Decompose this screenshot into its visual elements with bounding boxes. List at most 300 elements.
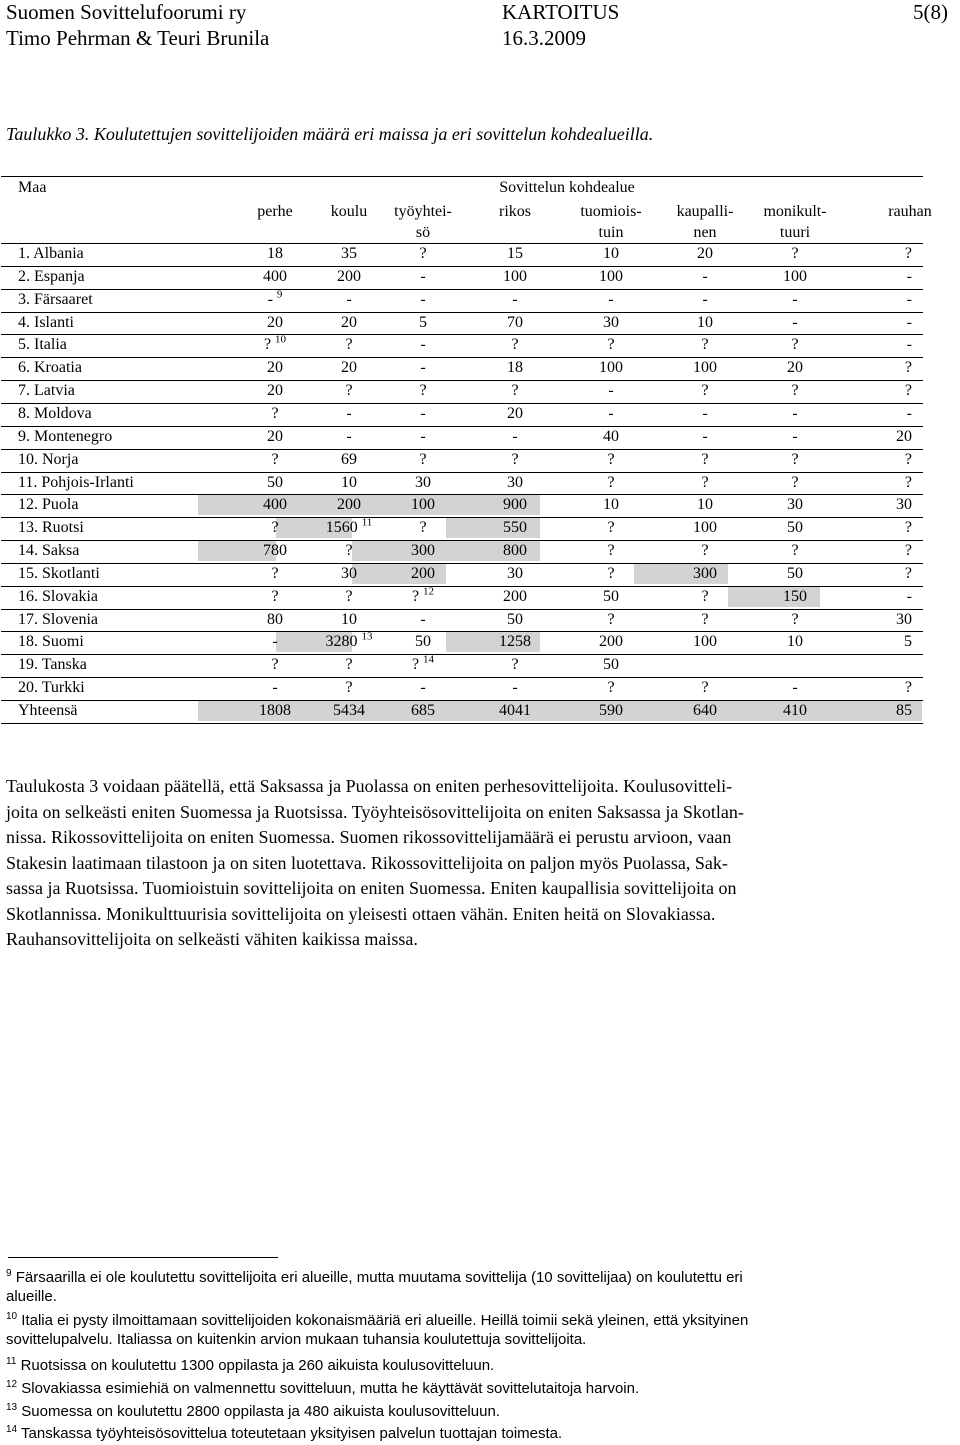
cell-value: 400	[263, 496, 287, 514]
table-cell	[419, 450, 426, 470]
table-cell	[792, 404, 797, 424]
table-cell	[608, 381, 613, 401]
footnote-text: Italia ei pysty ilmoittamaan sovittelijoiden kokonaismääriä eri alueille. Heillä toimii sekä yleinen, että yksityinen	[21, 1312, 749, 1329]
table-cell	[511, 381, 518, 401]
cell-value: ?	[271, 564, 279, 582]
table-cell	[420, 290, 425, 310]
country-name: 7. Latvia	[18, 382, 75, 400]
column-header-line2: tuin	[598, 224, 624, 241]
table-cell	[693, 632, 717, 652]
cell-value: 18	[507, 359, 523, 377]
table-cell	[341, 564, 357, 584]
paragraph-line: sassa ja Ruotsissa. Tuomioistuin sovittelijoita on eniten Suomessa. Eniten kaupallisia sovittelijoita on	[6, 878, 737, 898]
sovittelijat-table	[0, 176, 960, 736]
table-cell	[263, 267, 287, 287]
country-name: 8. Moldova	[18, 404, 92, 422]
cell-value: 30	[896, 610, 912, 628]
table-cell	[701, 473, 708, 493]
table-cell	[701, 587, 708, 607]
country-name: 5. Italia	[18, 336, 67, 354]
country-name: 1. Albania	[18, 245, 84, 262]
table-cell	[693, 564, 717, 584]
row-border	[1, 243, 923, 244]
country-name: 15. Skotlanti	[18, 564, 100, 582]
table-cell	[419, 381, 426, 401]
column-header-5	[677, 201, 734, 243]
table-cell	[787, 495, 803, 515]
footnote-12	[6, 1379, 946, 1398]
table-cell	[267, 381, 283, 401]
cell-value: ?	[607, 473, 615, 491]
footnote-number: 12	[6, 1379, 18, 1390]
country-name: 10. Norja	[18, 450, 79, 468]
table-cell	[702, 290, 707, 310]
table-cell	[267, 610, 283, 630]
cell-value: -	[346, 427, 352, 445]
footnote-text: Ruotsissa on koulutettu 1300 oppilasta ja 260 aikuista koulusovitteluun.	[20, 1357, 495, 1374]
table-group-header: Sovittelun kohdealue	[499, 179, 635, 196]
table-cell	[791, 473, 798, 493]
table-cell	[503, 518, 527, 538]
table-cell	[904, 632, 912, 652]
cell-value: 10	[341, 473, 357, 491]
table-cell	[271, 518, 278, 538]
table-cell	[599, 358, 623, 378]
table-cell	[607, 518, 614, 538]
table-cell	[791, 541, 798, 561]
cell-value: 20	[267, 382, 283, 400]
cell-value: 800	[503, 542, 527, 560]
cell-value: 15	[507, 245, 523, 262]
column-header-line1: työyhtei-	[394, 203, 452, 220]
table-cell	[411, 495, 435, 515]
country-name: 20. Turkki	[18, 679, 85, 697]
table-cell	[603, 495, 619, 515]
cell-value: ?	[904, 542, 912, 560]
country-name: 18. Suomi	[18, 633, 84, 651]
table-cell	[503, 495, 527, 515]
column-header-line1: perhe	[257, 203, 293, 220]
cell-value: 200	[337, 267, 361, 285]
header-authors: Timo Pehrman & Teuri Brunila	[6, 26, 270, 50]
table-cell	[603, 427, 619, 447]
footnote-text: Färsaarilla ei ole koulutettu sovittelijoita eri alueille, mutta muutama sovittelija (10 sovittelijaa) on koulutettu eri	[15, 1269, 743, 1286]
cell-value: 20	[896, 427, 912, 445]
cell-value: 100	[693, 633, 717, 651]
cell-value: 30	[896, 496, 912, 514]
table-cell	[783, 701, 807, 721]
footnote-text: sovittelupalvelu. Italiassa on kuitenkin arvion mukaan tuhansia koulutettuja sovittelijoita.	[6, 1331, 587, 1348]
table-top-border	[1, 176, 923, 177]
footnote-number: 10	[6, 1311, 18, 1322]
cell-value: -	[420, 336, 426, 354]
cell-value: ?	[607, 564, 615, 582]
cell-value: 40	[603, 427, 619, 445]
country-name: Yhteensä	[18, 702, 78, 719]
table-cell	[603, 655, 619, 675]
table-cell	[896, 610, 912, 630]
column-header-line1: kaupalli-	[676, 203, 734, 220]
table-cell	[272, 678, 277, 698]
cell-value: ?	[271, 404, 279, 422]
country-name: 12. Puola	[18, 496, 79, 514]
table-cell	[787, 564, 803, 584]
table-cell	[420, 267, 425, 287]
table-cell	[263, 541, 287, 561]
cell-value: ?	[701, 542, 709, 560]
cell-value: ?	[791, 450, 799, 468]
cell-value: 20	[267, 359, 283, 377]
cell-value: 20	[697, 245, 713, 262]
cell-value: -	[906, 290, 912, 308]
table-cell	[697, 495, 713, 515]
column-header-line1: rikos	[499, 203, 531, 220]
table-cell	[607, 473, 614, 493]
table-cell	[697, 244, 713, 264]
cell-value: ?	[345, 336, 353, 354]
table-cell	[420, 678, 425, 698]
table-cell	[412, 655, 434, 675]
cell-value: 550	[503, 519, 527, 537]
cell-value: 100	[599, 359, 623, 377]
table-cell	[507, 244, 523, 264]
table-cell	[907, 587, 912, 607]
cell-value: 20	[267, 427, 283, 445]
cell-value: 50	[787, 564, 803, 582]
table-cell	[419, 313, 427, 333]
cell-value: ?	[419, 382, 427, 400]
footnote-9	[6, 1268, 946, 1306]
table-cell	[599, 632, 623, 652]
footnote-reference[interactable]: 10	[275, 334, 287, 347]
table-cell	[607, 610, 614, 630]
table-cell	[512, 678, 517, 698]
footnote-reference[interactable]: 9	[276, 288, 283, 301]
cell-value: -	[346, 404, 352, 422]
column-header-line2: nen	[693, 224, 717, 241]
table-cell	[271, 655, 278, 675]
table-cell	[268, 290, 283, 310]
table-cell	[507, 473, 523, 493]
cell-value: ?	[411, 656, 420, 674]
cell-value: 5434	[333, 702, 365, 719]
table-cell	[420, 427, 425, 447]
table-cell	[702, 267, 707, 287]
cell-value: ?	[511, 656, 519, 674]
table-cell	[905, 358, 912, 378]
cell-value: ?	[271, 519, 279, 537]
cell-value: 50	[267, 473, 283, 491]
table-cell	[905, 450, 912, 470]
cell-value: ?	[701, 610, 709, 628]
cell-value: ?	[904, 245, 912, 262]
table-cell	[701, 541, 708, 561]
paragraph-line: Rauhansovittelijoita on selkeästi vähiten kaikissa maissa.	[6, 929, 418, 949]
table-cell	[607, 450, 614, 470]
cell-value: -	[792, 404, 798, 422]
cell-value: 200	[599, 633, 623, 651]
table-cell	[896, 495, 912, 515]
cell-value: ?	[607, 336, 615, 354]
table-cell	[419, 518, 426, 538]
table-cell	[905, 541, 912, 561]
table-cell	[792, 427, 797, 447]
table-cell	[345, 655, 352, 675]
footnote-reference[interactable]: 13	[361, 631, 373, 644]
cell-value: ?	[607, 679, 615, 697]
table-cell	[511, 335, 518, 355]
cell-value: 300	[411, 542, 435, 560]
column-header-7	[888, 201, 932, 222]
cell-value: 100	[693, 519, 717, 537]
cell-value: ?	[263, 336, 272, 354]
table-cell	[503, 541, 527, 561]
table-cell	[341, 473, 357, 493]
cell-value: ?	[271, 656, 279, 674]
header-page-number: 5(8)	[913, 0, 948, 24]
paragraph-line: Skotlannissa. Monikulttuurisia sovittelijoita on yleisesti ottaen vähän. Eniten heitä on Slovakiassa.	[6, 903, 716, 924]
table-cell	[420, 610, 425, 630]
cell-value: -	[608, 290, 614, 308]
row-border	[1, 517, 923, 518]
cell-value: ?	[607, 450, 615, 468]
table-cell	[345, 678, 352, 698]
cell-value: ?	[345, 382, 353, 400]
cell-value: ?	[701, 679, 709, 697]
cell-value: 640	[693, 702, 717, 719]
cell-value: -	[420, 427, 426, 445]
cell-value: 100	[783, 267, 807, 285]
table-cell	[701, 610, 708, 630]
column-header-3	[499, 201, 531, 222]
table-cell	[701, 450, 708, 470]
cell-value: 3280	[325, 633, 358, 651]
cell-value: 10	[697, 313, 713, 331]
footnote-separator	[8, 1257, 278, 1258]
cell-value: ?	[345, 679, 353, 697]
cell-value: -	[906, 313, 912, 331]
table-cell	[905, 518, 912, 538]
cell-value: -	[702, 290, 708, 308]
cell-value: -	[512, 679, 518, 697]
table-cell	[603, 587, 619, 607]
table-cell	[341, 610, 357, 630]
cell-value: 35	[341, 245, 357, 262]
cell-value: -	[792, 313, 798, 331]
cell-value: 50	[603, 587, 619, 605]
table-cell	[512, 290, 517, 310]
table-cell	[411, 701, 435, 721]
table-cell	[701, 381, 708, 401]
footnote-reference[interactable]: 12	[423, 585, 435, 598]
footnote-reference[interactable]: 11	[361, 516, 373, 529]
table-cell	[787, 358, 803, 378]
cell-value: ?	[791, 382, 799, 400]
cell-value: ?	[791, 542, 799, 560]
table-caption: Taulukko 3. Koulutettujen sovittelijoiden määrä eri maissa ja eri sovittelun kohdealueilla.	[6, 124, 654, 144]
row-border	[1, 334, 923, 335]
footnote-reference[interactable]: 14	[423, 653, 435, 666]
table-cell	[512, 427, 517, 447]
table-cell	[337, 495, 361, 515]
cell-value: 50	[603, 656, 619, 674]
cell-value: ?	[607, 610, 615, 628]
cell-value: 200	[411, 564, 435, 582]
cell-value: ?	[345, 542, 353, 560]
cell-value: 100	[599, 267, 623, 285]
cell-value: -	[702, 427, 708, 445]
row-border	[1, 540, 923, 541]
footnote-13	[6, 1402, 946, 1421]
table-cell	[415, 473, 431, 493]
cell-value: 200	[337, 496, 361, 514]
table-bottom-border	[1, 723, 923, 724]
cell-value: ?	[419, 450, 427, 468]
cell-value: -	[420, 404, 426, 422]
table-cell	[905, 381, 912, 401]
footnote-number: 9	[6, 1268, 12, 1279]
cell-value: 5	[904, 633, 912, 651]
cell-value: 30	[603, 313, 619, 331]
table-cell	[411, 541, 435, 561]
table-cell	[905, 678, 912, 698]
cell-value: -	[906, 336, 912, 354]
cell-value: ?	[701, 450, 709, 468]
table-cell	[693, 358, 717, 378]
table-cell	[693, 701, 717, 721]
cell-value: 80	[267, 610, 283, 628]
row-border	[1, 403, 923, 404]
table-cell	[503, 267, 527, 287]
cell-value: 50	[507, 610, 523, 628]
table-cell	[411, 564, 435, 584]
cell-value: 10	[787, 633, 803, 651]
table-cell	[896, 427, 912, 447]
cell-value: ?	[511, 450, 519, 468]
cell-value: ?	[904, 679, 912, 697]
column-header-0	[257, 201, 293, 222]
paragraph-line: Taulukosta 3 voidaan päätellä, että Saksassa ja Puolassa on eniten perhesovittelijoita. Koulusovitteli-	[6, 776, 733, 796]
cell-value: -	[267, 290, 273, 308]
cell-value: ?	[791, 336, 799, 354]
cell-value: 590	[599, 702, 623, 719]
table-cell	[701, 678, 708, 698]
footnote-11	[6, 1356, 946, 1375]
country-name: 13. Ruotsi	[18, 519, 84, 537]
table-cell	[607, 564, 614, 584]
footnote-14	[6, 1424, 946, 1443]
cell-value: ?	[791, 473, 799, 491]
table-cell	[337, 267, 361, 287]
table-cell	[507, 358, 523, 378]
table-cell	[905, 244, 912, 264]
row-border	[1, 380, 923, 381]
row-border	[1, 654, 923, 655]
country-name: 19. Tanska	[18, 656, 87, 674]
cell-value: ?	[904, 359, 912, 377]
cell-value: ?	[411, 587, 420, 605]
table-cell	[341, 450, 357, 470]
country-name: 4. Islanti	[18, 313, 74, 331]
footnote-number: 11	[6, 1356, 17, 1367]
paragraph-line: nissa. Rikossovittelijoita on eniten Suomessa. Suomen rikossovittelijamäärä ei perustu arvioon, vaan	[6, 827, 732, 847]
table-cell	[333, 701, 365, 721]
cell-value: 1560	[325, 519, 358, 537]
country-name: 17. Slovenia	[18, 610, 98, 628]
column-header-6	[763, 201, 826, 243]
cell-value: ?	[419, 245, 427, 262]
table-cell	[345, 381, 352, 401]
cell-value: 70	[507, 313, 523, 331]
cell-value: 50	[787, 519, 803, 537]
table-cell	[905, 564, 912, 584]
cell-value: ?	[904, 473, 912, 491]
table-cell	[259, 701, 291, 721]
cell-value: -	[420, 290, 426, 308]
cell-value: ?	[701, 382, 709, 400]
cell-value: 20	[787, 359, 803, 377]
table-cell	[267, 313, 283, 333]
cell-value: -	[702, 267, 708, 285]
cell-value: 150	[783, 587, 807, 605]
column-header-2	[394, 201, 452, 243]
table-cell	[412, 587, 434, 607]
cell-value: ?	[271, 587, 279, 605]
table-cell	[346, 427, 351, 447]
cell-value: -	[608, 382, 614, 400]
table-cell	[267, 244, 283, 264]
table-cell	[499, 632, 531, 652]
country-name: 16. Slovakia	[18, 587, 98, 605]
cell-value: 4041	[499, 702, 531, 719]
cell-value: 10	[697, 496, 713, 514]
cell-value: 200	[503, 587, 527, 605]
cell-value: -	[272, 679, 278, 697]
table-cell	[907, 335, 912, 355]
table-cell	[907, 313, 912, 333]
table-cell	[507, 564, 523, 584]
cell-value: ?	[904, 450, 912, 468]
cell-value: ?	[271, 450, 279, 468]
table-cell	[420, 358, 425, 378]
cell-value: 50	[415, 633, 431, 651]
row-border	[1, 494, 923, 495]
row-border	[1, 289, 923, 290]
country-name: 9. Montenegro	[18, 427, 113, 445]
table-cell	[341, 358, 357, 378]
country-name: 6. Kroatia	[18, 359, 82, 377]
table-cell	[783, 587, 807, 607]
table-cell	[693, 518, 717, 538]
table-cell	[599, 701, 623, 721]
table-cell	[420, 335, 425, 355]
table-cell	[783, 267, 807, 287]
table-cell	[608, 404, 613, 424]
cell-value: 18	[267, 245, 283, 262]
table-cell	[905, 473, 912, 493]
cell-value: -	[420, 359, 426, 377]
cell-value: -	[420, 267, 426, 285]
cell-value: -	[906, 587, 912, 605]
cell-value: 780	[263, 542, 287, 560]
table-cell	[272, 632, 277, 652]
table-cell	[907, 404, 912, 424]
cell-value: 300	[693, 564, 717, 582]
footnote-number: 13	[6, 1402, 18, 1413]
cell-value: 20	[341, 359, 357, 377]
table-cell	[271, 564, 278, 584]
table-cell	[415, 632, 431, 652]
